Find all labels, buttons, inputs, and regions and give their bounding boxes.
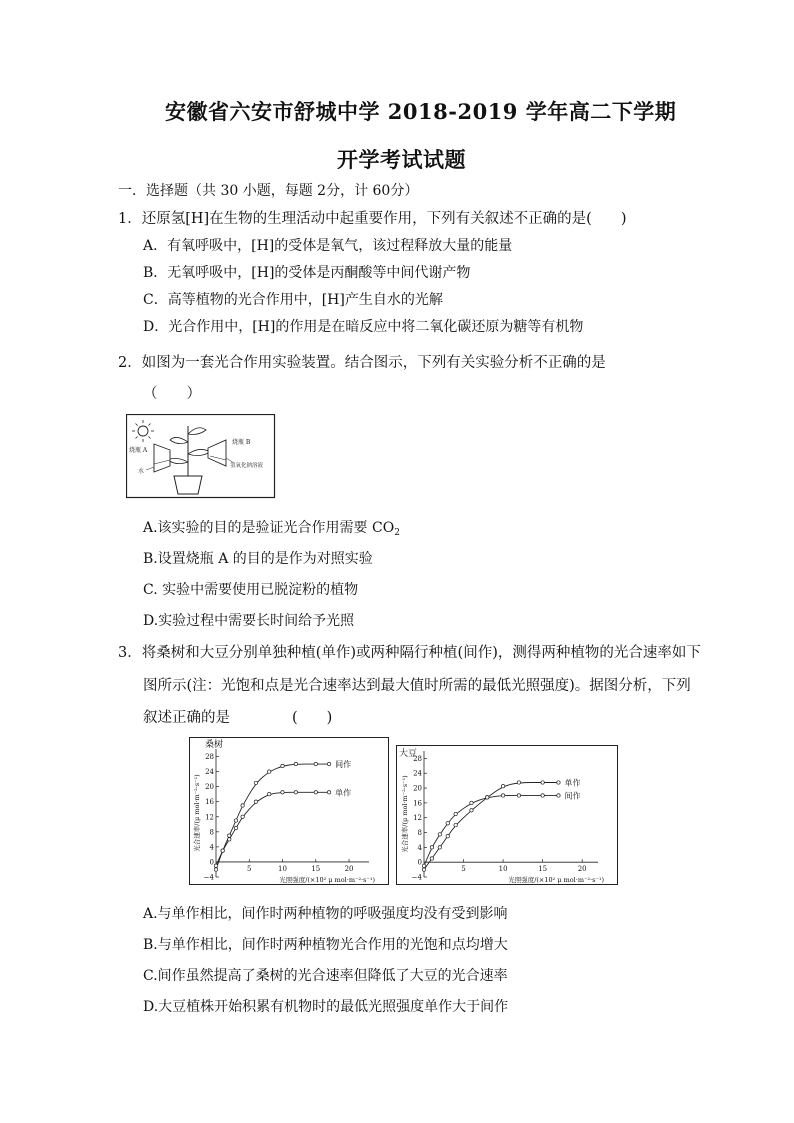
series-label: 间作 (564, 791, 581, 801)
data-point (470, 801, 473, 804)
data-point (454, 812, 457, 815)
data-point (517, 794, 520, 797)
question-3-stem-line3: 叙述正确的是 (143, 710, 230, 726)
y-tick-label: 28 (205, 753, 214, 762)
chart-soybean (396, 745, 618, 885)
y-tick-label: 24 (413, 769, 422, 778)
data-point (422, 864, 425, 867)
y-tick-label: 16 (205, 798, 214, 807)
data-point (314, 762, 317, 765)
data-point (327, 791, 330, 794)
y-tick-label: 0 (209, 858, 214, 867)
y-tick-label: 4 (417, 843, 422, 852)
data-point (541, 781, 544, 784)
x-axis-label: 光照强度/(×10² μ mol·m⁻²·s⁻¹) (279, 876, 375, 884)
data-point (241, 815, 244, 818)
x-tick-label: 5 (461, 865, 466, 874)
series-label: 间作 (335, 760, 352, 770)
data-point (486, 796, 489, 799)
data-point (214, 864, 217, 867)
chart-mulberry (189, 737, 389, 885)
y-tick-label: 28 (413, 754, 422, 763)
data-point (234, 819, 237, 822)
data-point (294, 762, 297, 765)
question-2-stem: 2．如图为一套光合作用实验装置。结合图示，下列有关实验分析不正确的是 (118, 355, 606, 371)
x-tick-label: 15 (311, 864, 321, 873)
question-3-option-b: B.与单作相比，间作时两种植物光合作用的光饱和点均增大 (143, 937, 508, 953)
data-point (254, 800, 257, 803)
question-3-stem-line2: 图所示(注：光饱和点是光合速率达到最大值时所需的最低光照强度)。据图分析，下列 (143, 678, 691, 694)
y-tick-label: 12 (413, 814, 422, 823)
series-label: 单作 (564, 778, 581, 788)
y-tick-label: −4 (203, 873, 214, 882)
data-point (438, 833, 441, 836)
y-tick-label: −4 (411, 873, 422, 882)
data-point (234, 826, 237, 829)
question-1-option-b: B．无氧呼吸中，[H]的受体是丙酮酸等中间代谢产物 (143, 265, 471, 281)
y-tick-label: 4 (209, 843, 214, 852)
y-axis-label: 光合速率/(μ mol·m⁻²·s⁻¹) (193, 774, 201, 852)
data-point (241, 804, 244, 807)
y-tick-label: 20 (413, 784, 422, 793)
page-title: 安徽省六安市舒城中学 2018-2019 学年高二下学期 (165, 99, 677, 124)
data-point (430, 857, 433, 860)
y-tick-label: 8 (417, 829, 422, 838)
question-3-stem-line1: 3．将桑树和大豆分别单独种植(单作)或两种隔行种植(间作)，测得两种植物的光合速率如下 (118, 645, 701, 661)
page-subtitle: 开学考试试题 (337, 147, 466, 172)
data-point (501, 794, 504, 797)
data-point (557, 781, 560, 784)
data-point (314, 791, 317, 794)
x-tick-label: 20 (344, 864, 354, 873)
series-label: 单作 (335, 788, 352, 798)
question-2-option-d: D.实验过程中需要长时间给予光照 (143, 613, 355, 629)
data-point (294, 791, 297, 794)
flask-a-label: 烧瓶 A (129, 447, 148, 454)
x-tick-label: 5 (247, 864, 252, 873)
y-tick-label: 24 (205, 768, 214, 777)
data-point (254, 781, 257, 784)
chart-title: 大豆 (399, 749, 418, 759)
data-point (268, 792, 271, 795)
data-point (281, 764, 284, 767)
question-1-option-c: C．高等植物的光合作用中，[H]产生自水的光解 (143, 292, 443, 308)
data-point (454, 823, 457, 826)
y-tick-label: 0 (417, 858, 422, 867)
question-3-option-d: D.大豆植株开始积累有机物时的最低光照强度单作大于间作 (143, 999, 509, 1015)
question-1-option-d: D．光合作用中，[H]的作用是在暗反应中将二氧化碳还原为糖等有机物 (143, 319, 584, 335)
question-1-stem: 1．还原氢[H]在生物的生理活动中起重要作用，下列有关叙述不正确的是( ) (118, 211, 627, 227)
data-point (557, 794, 560, 797)
data-point (438, 846, 441, 849)
question-3-answer-paren: ( ) (292, 710, 333, 726)
data-point (541, 794, 544, 797)
data-point (501, 785, 504, 788)
chart-title: 桑树 (205, 740, 224, 750)
y-tick-label: 12 (205, 813, 214, 822)
chart-frame (397, 746, 618, 885)
data-point (268, 770, 271, 773)
section-heading: 一．选择题（共 30 小题，每题 2分，计 60分） (118, 183, 419, 199)
data-point (281, 791, 284, 794)
data-point (446, 835, 449, 838)
data-point (214, 868, 217, 871)
data-point (221, 849, 224, 852)
y-tick-label: 16 (413, 799, 422, 808)
data-point (470, 809, 473, 812)
x-tick-label: 15 (538, 865, 548, 874)
chart-frame (190, 738, 389, 885)
y-tick-label: 8 (209, 828, 214, 837)
naoh-label: 氢氧化钠溶液 (230, 463, 264, 469)
x-tick-label: 10 (498, 865, 508, 874)
question-3-option-c: C.间作虽然提高了桑树的光合速率但降低了大豆的光合速率 (143, 968, 508, 984)
y-tick-label: 20 (205, 783, 214, 792)
data-point (517, 781, 520, 784)
data-point (422, 868, 425, 871)
data-point (327, 762, 330, 765)
question-2-answer-paren: （ ） (143, 386, 201, 402)
data-point (446, 822, 449, 825)
apparatus-figure (126, 414, 276, 499)
question-1-option-a: A．有氧呼吸中，[H]的受体是氧气，该过程释放大量的能量 (143, 238, 513, 254)
y-axis-label: 光合速率/(μ mol·m⁻²·s⁻¹) (401, 775, 409, 853)
flask-b-label: 烧瓶 B (232, 439, 251, 446)
question-2-option-c: C. 实验中需要使用已脱淀粉的植物 (143, 582, 359, 598)
x-tick-label: 20 (577, 865, 587, 874)
question-3-option-a: A.与单作相比，间作时两种植物的呼吸强度均没有受到影响 (143, 906, 508, 922)
x-tick-label: 10 (278, 864, 287, 873)
question-2-option-b: B.设置烧瓶 A 的目的是作为对照实验 (143, 551, 373, 567)
x-axis-label: 光照强度/(×10² μ mol·m⁻²·s⁻¹) (508, 876, 604, 884)
data-point (430, 846, 433, 849)
question-2-option-a: A.该实验的目的是验证光合作用需要 $CO_2$ (143, 520, 400, 538)
data-point (228, 838, 231, 841)
water-label: 水 (138, 468, 145, 475)
